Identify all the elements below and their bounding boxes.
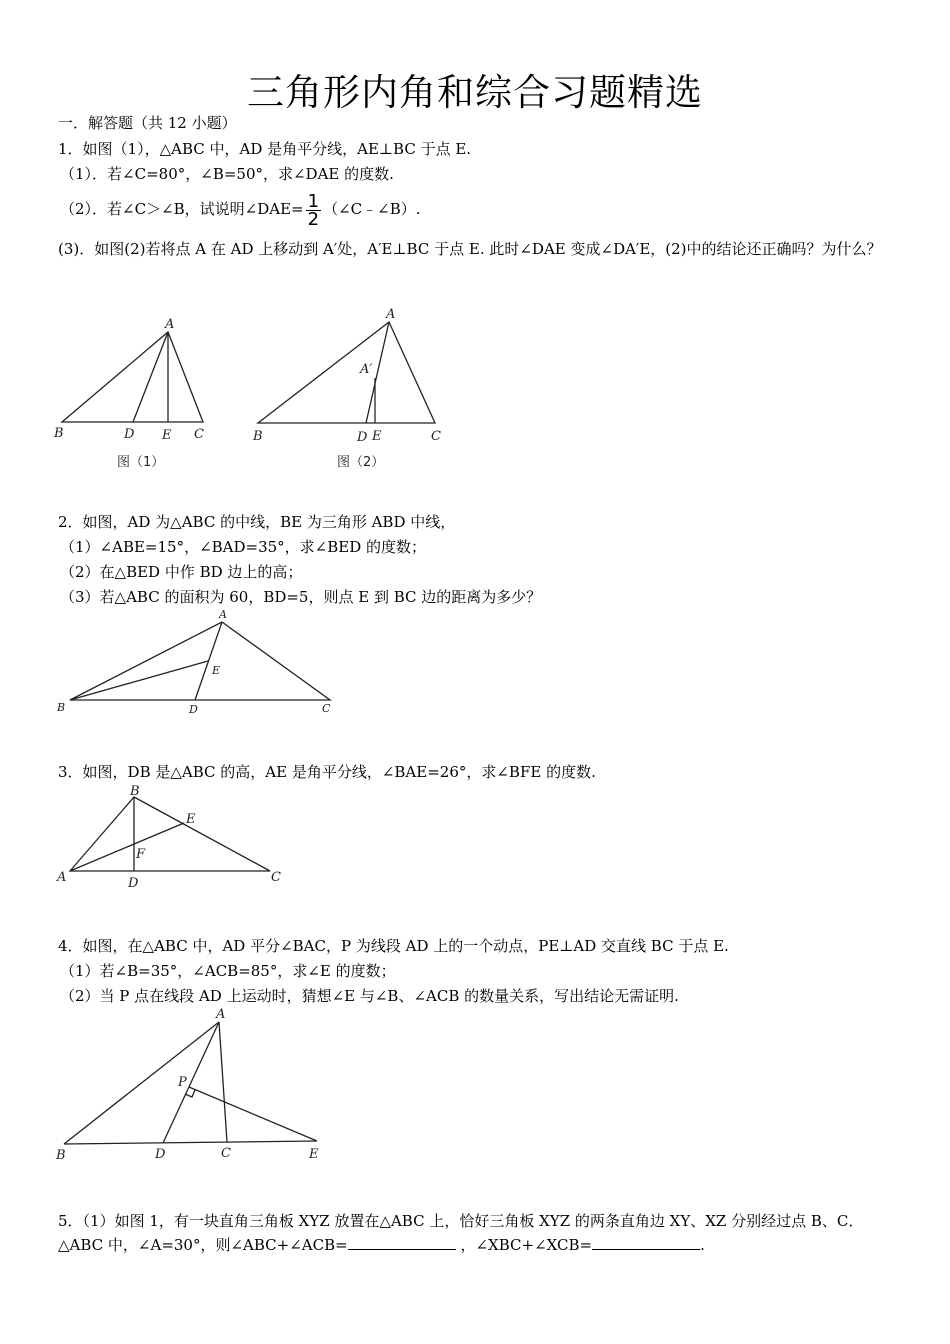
q3-label-c: C	[271, 870, 281, 885]
q3-label-d: D	[128, 876, 139, 891]
fig1-label-d: D	[124, 427, 135, 442]
q1-part2-text: （2）．若∠C＞∠B，试说明∠DAE=	[60, 200, 304, 218]
q5-stem-text: 5．（1）如图 1，有一块直角三角板 XYZ 放置在△ABC 上，恰好三角板 XYZ 的两条直角边 XY、XZ 分别经过点 B、C．△ABC 中，∠A=30°，则∠ABC+∠ACB=	[58, 1212, 864, 1254]
page-title: 三角形内角和综合习题精选	[247, 71, 703, 114]
q3-stem: 3．如图，DB 是△ABC 的高，AE 是角平分线，∠BAE=26°，求∠BFE 的度数.	[58, 763, 596, 781]
q2-label-e: E	[212, 664, 221, 677]
q4-label-b: B	[56, 1148, 66, 1163]
q1-stem: 1．如图（1），△ABC 中，AD 是角平分线，AE⊥BC 于点 E.	[58, 140, 472, 158]
q2-part3: （3）若△ABC 的面积为 60，BD=5，则点 E 到 BC 边的距离为多少？	[60, 588, 542, 606]
fraction-denominator: 2	[307, 208, 320, 230]
fig1-label-a: A	[165, 317, 175, 332]
q3-label-f: F	[136, 847, 146, 862]
fig2-label-c: C	[431, 429, 441, 444]
q4-label-d: D	[155, 1147, 166, 1162]
q4-part2: （2）当 P 点在线段 AD 上运动时，猜想∠E 与∠B、∠ACB 的数量关系，写出结论无需证明.	[60, 987, 679, 1005]
q5-mid-text: ，∠XBC+∠XCB=	[455, 1236, 593, 1254]
q3-label-e: E	[186, 812, 196, 827]
q2-label-d: D	[189, 703, 198, 716]
fig2-caption: 图（2）	[337, 455, 385, 470]
fig1-label-c: C	[194, 427, 204, 442]
answer-blank-2[interactable]	[592, 1235, 700, 1250]
fig1-label-e: E	[162, 428, 172, 443]
q4-label-e: E	[309, 1147, 319, 1162]
q2-stem: 2．如图，AD 为△ABC 的中线，BE 为三角形 ABD 中线，	[58, 513, 456, 531]
q2-label-b: B	[57, 701, 66, 714]
q1-part3: (3)．如图(2)若将点 A 在 AD 上移动到 A′处，A′E⊥BC 于点 E. 此时∠DAE 变成∠DA′E，(2)中的结论还正确吗？为什么？	[58, 240, 882, 258]
section-heading: 一．解答题（共 12 小题）	[58, 114, 237, 132]
fraction-numerator: 1	[307, 190, 320, 212]
q2-part2: （2）在△BED 中作 BD 边上的高；	[60, 563, 303, 581]
q3-label-a: A	[57, 870, 67, 885]
answer-blank-1[interactable]	[348, 1235, 456, 1250]
q4-stem: 4．如图，在△ABC 中，AD 平分∠BAC，P 为线段 AD 上的一个动点，PE⊥AD 交直线 BC 于点 E.	[58, 937, 729, 955]
fig2-label-a: A	[386, 307, 396, 322]
fig2-label-a-prime: A′	[360, 362, 373, 377]
q4-label-a: A	[216, 1007, 226, 1022]
q4-part1: （1）若∠B=35°，∠ACB=85°，求∠E 的度数；	[60, 962, 396, 980]
fig2-label-d: D	[357, 430, 368, 445]
q4-label-p: P	[178, 1075, 187, 1090]
fig1-label-b: B	[54, 426, 64, 441]
fig2-label-e: E	[372, 429, 382, 444]
q2-part1: （1）∠ABE=15°，∠BAD=35°，求∠BED 的度数；	[60, 538, 427, 556]
q2-label-c: C	[322, 702, 331, 715]
q2-label-a: A	[219, 608, 227, 621]
q4-label-c: C	[221, 1146, 231, 1161]
q1-part1: （1）．若∠C=80°，∠B=50°，求∠DAE 的度数.	[60, 165, 394, 183]
fig1-caption: 图（1）	[117, 455, 165, 470]
q5-end-text: .	[700, 1236, 705, 1254]
fig2-label-b: B	[253, 429, 263, 444]
q1-part2-tail: （∠C﹣∠B）.	[323, 200, 421, 218]
q3-label-b: B	[130, 784, 140, 799]
q5-stem	[58, 1209, 898, 1257]
